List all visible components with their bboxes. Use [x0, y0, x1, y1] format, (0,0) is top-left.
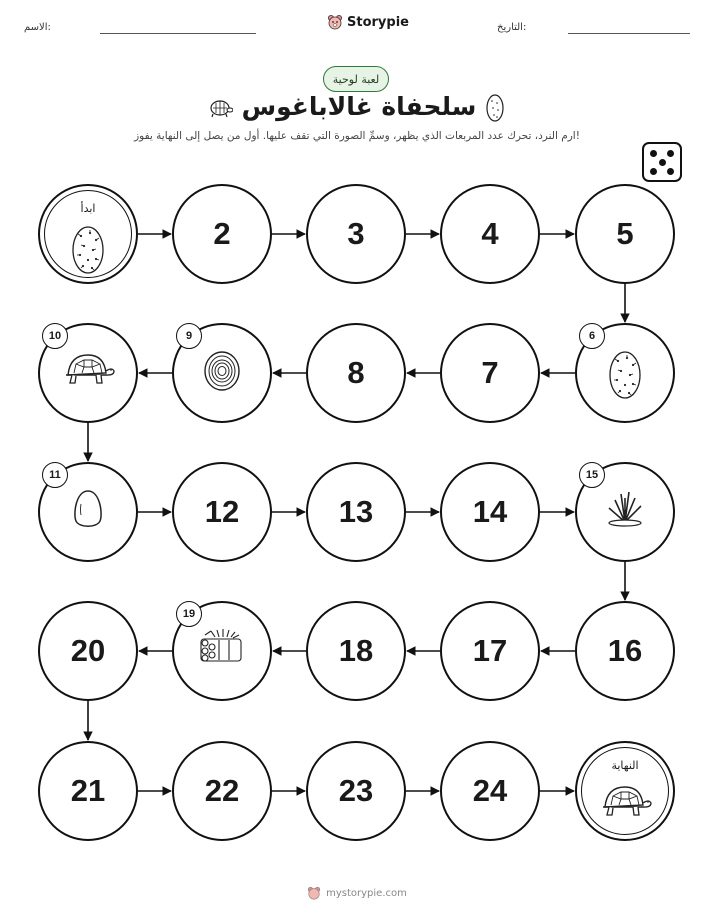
board-cell-14[interactable] — [440, 462, 540, 562]
board-cell-4[interactable] — [440, 184, 540, 284]
cell-number: 18 — [338, 633, 374, 668]
board-cell-2[interactable] — [172, 184, 272, 284]
board-cell-22[interactable] — [172, 741, 272, 841]
brand-name: Storypie — [347, 14, 409, 30]
board-cell-11[interactable] — [38, 462, 138, 562]
board-cell-15[interactable] — [575, 462, 675, 562]
title-text: سلحفاة غالاباغوس — [241, 92, 477, 121]
finish-cell[interactable] — [575, 741, 675, 841]
cactus-icon — [70, 224, 106, 280]
cactus-icon — [607, 349, 643, 405]
cell-number: 2 — [213, 216, 231, 251]
date-label: التاريخ: — [497, 22, 527, 33]
bear-icon — [307, 886, 321, 900]
board-cell-12[interactable] — [172, 462, 272, 562]
name-label: الاسم: — [24, 22, 51, 33]
board-cell-19[interactable] — [172, 601, 272, 701]
cell-number: 5 — [616, 216, 634, 251]
cell-number: 8 — [347, 355, 365, 390]
cell-number-badge: 9 — [176, 323, 202, 349]
board-cell-3[interactable] — [306, 184, 406, 284]
cell-number: 17 — [472, 633, 508, 668]
board-cell-17[interactable] — [440, 601, 540, 701]
board-cell-23[interactable] — [306, 741, 406, 841]
cell-number: 21 — [70, 773, 106, 808]
board-cell-13[interactable] — [306, 462, 406, 562]
cell-number-badge: 10 — [42, 323, 68, 349]
board-cell-20[interactable] — [38, 601, 138, 701]
wood-bundle-icon — [197, 627, 247, 669]
instructions: ارم النرد، تحرك عدد المربعات الذي يظهر، وسمِّ الصورة التي تقف عليها. أول من يصل إلى النهاية يفوز! — [134, 130, 580, 142]
board-cell-8[interactable] — [306, 323, 406, 423]
tortoise-icon — [597, 781, 653, 825]
cell-number-badge: 15 — [579, 462, 605, 488]
cell-number-badge: 6 — [579, 323, 605, 349]
board-cell-5[interactable] — [575, 184, 675, 284]
cell-number: 3 — [347, 216, 365, 251]
tree-ring-icon — [202, 349, 242, 397]
footer-url[interactable]: mystorypie.com — [326, 887, 407, 899]
cell-number: 20 — [70, 633, 106, 668]
cell-number: 22 — [204, 773, 240, 808]
cell-number: 16 — [607, 633, 643, 668]
footer — [0, 886, 714, 900]
board-cell-16[interactable] — [575, 601, 675, 701]
cell-number: 12 — [204, 494, 240, 529]
cell-number: 13 — [338, 494, 374, 529]
finish-label: النهاية — [611, 759, 639, 772]
egg-icon — [71, 488, 105, 536]
start-label: ابدأ — [80, 202, 96, 215]
grass-icon — [603, 488, 647, 532]
board-cell-9[interactable] — [172, 323, 272, 423]
board-cell-7[interactable] — [440, 323, 540, 423]
board-cell-18[interactable] — [306, 601, 406, 701]
board-cell-21[interactable] — [38, 741, 138, 841]
cell-number: 23 — [338, 773, 374, 808]
cell-number: 24 — [472, 773, 508, 808]
board-cell-24[interactable] — [440, 741, 540, 841]
cell-number-badge: 19 — [176, 601, 202, 627]
board-cell-6[interactable] — [575, 323, 675, 423]
game-type-badge: لعبة لوحية — [323, 66, 389, 92]
cell-number: 14 — [472, 494, 508, 529]
tortoise-icon — [60, 349, 116, 393]
board-cell-10[interactable] — [38, 323, 138, 423]
cell-number: 4 — [481, 216, 499, 251]
cell-number-badge: 11 — [42, 462, 68, 488]
cell-number: 7 — [481, 355, 499, 390]
start-cell[interactable] — [38, 184, 138, 284]
